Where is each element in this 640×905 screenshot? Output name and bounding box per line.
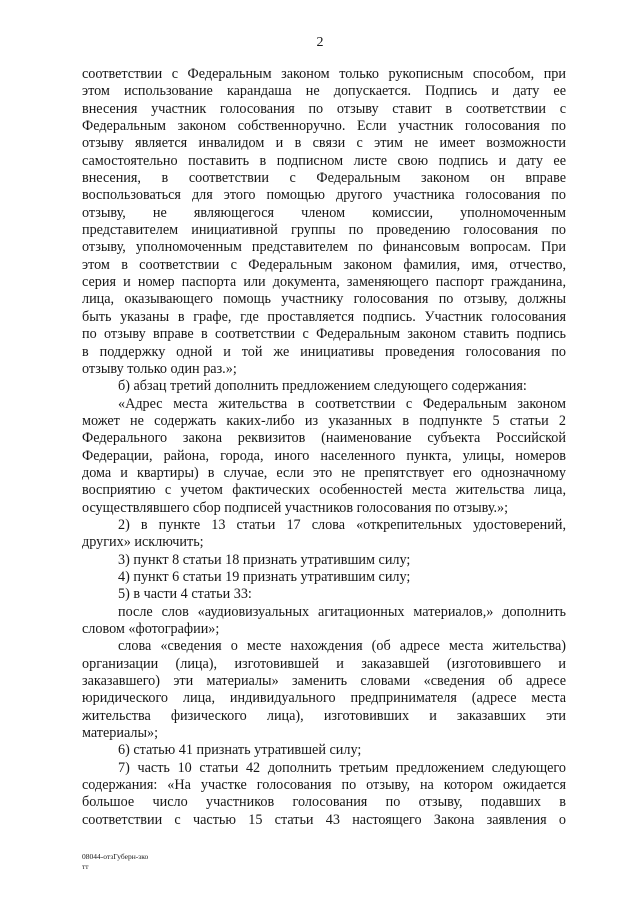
text-line: отзыву только один раз.»; [82, 360, 237, 377]
text-line: восприятию с учетом фактических особенностей места жительства лица, [82, 482, 566, 499]
text-line: осуществлявшего сбор подписей участников голосования по отзыву.»; [82, 499, 509, 516]
text-line: в поддержку одной и той же инициативы проведения голосования по [82, 343, 566, 360]
text-line: отзыву, уполномоченным представителем по финансовым вопросам. При [82, 239, 566, 256]
text-line: 5) в части 4 статьи 33: [118, 586, 252, 603]
text-line: 4) пункт 6 статьи 19 признать утратившим силу; [118, 568, 411, 585]
text-line: быть указаны в графе, где проставляется подпись. Участник голосования [82, 308, 566, 325]
text-line: других» исключить; [82, 534, 204, 551]
text-line: внесения участник голосования по отзыву ставит в соответствии с [82, 100, 566, 117]
text-line: дома и квартиры) в случае, если это не препятствует его однозначному [82, 464, 566, 481]
text-line: этом использование карандаша не допускается. Подпись и дату ее [82, 83, 566, 100]
text-line: слова «сведения о месте нахождения (об адресе места жительства) [118, 638, 566, 655]
text-line: жительства физического лица), изготовивших и заказавших эти [82, 707, 566, 724]
text-line: 2) в пункте 13 статьи 17 слова «открепительных удостоверений, [118, 516, 566, 533]
text-line: Федеральным законом собственноручно. Если участник голосования по [82, 118, 566, 135]
text-line: по отзыву вправе в соответствии с Федеральным законом ставить подпись [82, 326, 566, 343]
footer [82, 852, 148, 872]
text-line: воспользоваться для этого помощью другого участника голосования по [82, 187, 566, 204]
text-line: серия и номер паспорта или документа, заменяющего паспорт гражданина, [82, 274, 566, 291]
text-line: содержания: «На участке голосования по отзыву, на котором ожидается [82, 777, 566, 794]
body-text [82, 66, 566, 829]
text-line: этом в соответствии с Федеральным законом фамилия, имя, отчество, [82, 256, 566, 273]
footer-document-code: 08044-отзГуберн-зко [82, 852, 149, 861]
text-line: представителем инициативной группы по проведению голосования по [82, 222, 566, 239]
text-line: организации (лица), изготовившей и заказавшей (изготовившего и [82, 655, 566, 672]
text-line: после слов «аудиовизуальных агитационных материалов,» дополнить [118, 603, 566, 620]
text-line: юридического лица, индивидуального предпринимателя (адресе места [82, 690, 566, 707]
text-line: материалы»; [82, 725, 159, 742]
text-line: словом «фотографии»; [82, 621, 220, 637]
text-line: Федерации, района, города, иного населенного пункта, улицы, номеров [82, 447, 566, 464]
text-line: соответствии с Федеральным законом только рукописным способом, при [82, 66, 566, 82]
text-line: внесения, в соответствии с Федеральным законом он вправе [82, 170, 566, 187]
text-line: заказавшего) эти материалы» заменить словами «сведения об адресе [82, 673, 566, 690]
text-line: самостоятельно поставить в подписном листе свою подпись и дату ее [82, 152, 566, 169]
text-line: б) абзац третий дополнить предложением следующего содержания: [118, 378, 527, 395]
text-line: 3) пункт 8 статьи 18 признать утратившим силу; [118, 551, 411, 568]
page-number: 2 [316, 35, 324, 50]
text-line: Федерального закона реквизитов (наименование субъекта Российской [82, 430, 566, 447]
text-line: «Адрес места жительства в соответствии с Федеральным законом [118, 395, 566, 412]
text-line: может не содержать каких-либо из указанных в подпункте 5 статьи 2 [82, 412, 566, 429]
text-line: отзыву является инвалидом и в связи с этим не имеет возможности [82, 135, 566, 152]
text-line: 6) статью 41 признать утратившей силу; [118, 742, 362, 759]
text-line: лица, оказывающего помощь участнику голосования по отзыву, должны [82, 291, 566, 308]
text-line: большое число участников голосования по отзыву, подавших в [82, 794, 566, 811]
footer-initials: тт [82, 862, 89, 871]
text-line: соответствии с частью 15 статьи 43 настоящего Закона заявления о [82, 811, 566, 828]
text-line: отзыву, не являющегося членом комиссии, уполномоченным [82, 204, 566, 221]
text-line: 7) часть 10 статьи 42 дополнить третьим предложением следующего [118, 759, 566, 776]
